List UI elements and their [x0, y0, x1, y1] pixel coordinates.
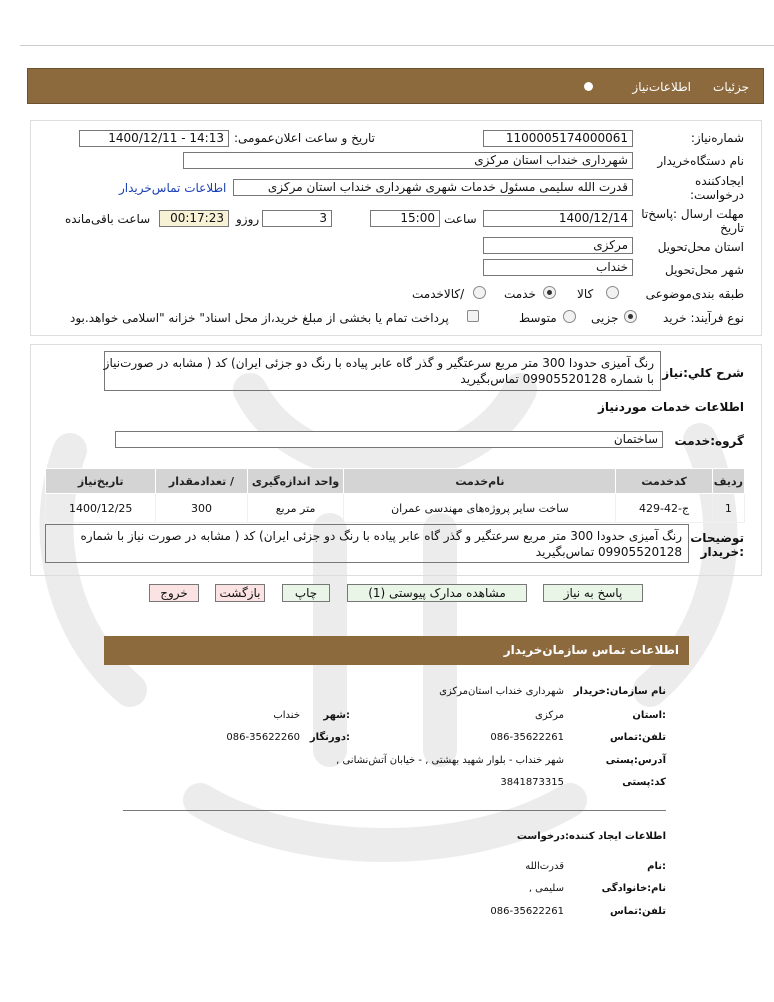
- province-label: استان محل‌تحویل: [657, 240, 744, 254]
- creator-info-title: اطلاعات ایجاد کننده:درخواست: [516, 831, 666, 842]
- fax-label: :دورنگار: [309, 732, 350, 743]
- attachments-button[interactable]: مشاهده مدارک پیوستی (1): [347, 584, 527, 602]
- summary-line-1: رنگ آمیزی حدودا 300 متر مربع سرعتگیر و گذر گاه عابر پیاده با رنگ دو جزئی ایران) کد ( مشابه در صورت‌نیاز: [103, 356, 654, 370]
- col-quantity: / تعدادمقدار: [156, 469, 247, 494]
- device-label: نام دستگاه‌خریدار: [657, 154, 744, 168]
- device-field: شهرداری خنداب استان مرکزی: [183, 152, 633, 169]
- category-goods-service-radio[interactable]: [473, 286, 486, 299]
- category-goods-radio[interactable]: [606, 286, 619, 299]
- phone-label: تلفن:تماس: [609, 732, 666, 743]
- services-title: اطلاعات خدمات موردنیاز: [597, 400, 744, 414]
- city-label: شهر محل‌تحویل: [665, 263, 744, 277]
- days-label: روزو: [236, 212, 260, 226]
- province-field: مرکزی: [483, 237, 633, 254]
- remaining-time-field: 00:17:23: [159, 210, 229, 227]
- postal-value: 3841873315: [500, 777, 564, 788]
- col-row: ردیف: [712, 469, 744, 494]
- cell-name: ساخت سایر پروژه‌های مهندسی عمران: [344, 494, 616, 523]
- col-date: تاریخ‌نیاز: [46, 469, 156, 494]
- creator-label-2: درخواست:: [690, 188, 744, 202]
- contact-section-header: [104, 636, 689, 665]
- contact-section-title: اطلاعات تماس سازمان‌خریدار: [503, 643, 679, 657]
- category-service-radio[interactable]: [543, 286, 556, 299]
- buyer-notes-line-1: رنگ آمیزی حدودا 300 متر مربع سرعتگیر و گذر گاه عابر پیاده با رنگ دو جزئی ایران) کد ( مشابه در صورت نیاز با شماره: [80, 529, 682, 543]
- deadline-time-field: 15:00: [370, 210, 440, 227]
- process-minor-radio[interactable]: [624, 310, 637, 323]
- tab-need-info[interactable]: اطلاعات‌نیاز: [632, 80, 691, 94]
- process-medium-radio[interactable]: [563, 310, 576, 323]
- deadline-label-1: مهلت ارسال :پاسخ‌تا: [641, 207, 744, 221]
- province-label-2: :استان: [632, 710, 666, 721]
- page-header: [27, 68, 764, 104]
- print-button[interactable]: چاپ: [282, 584, 330, 602]
- cell-quantity: 300: [156, 494, 247, 523]
- cell-unit: متر مربع: [247, 494, 344, 523]
- need-number-label: شماره‌نیاز:: [690, 131, 744, 145]
- active-dot-icon: [584, 82, 593, 91]
- org-value: شهرداری خنداب استان‌مرکزی: [439, 686, 564, 697]
- creator-family-label: نام:خانوادگی: [601, 883, 666, 894]
- col-unit: واحد اندازه‌گیری: [247, 469, 344, 494]
- summary-textbox: [104, 351, 661, 391]
- deadline-label-2: تاریخ: [720, 221, 744, 235]
- cell-code: ج-42-429: [616, 494, 712, 523]
- days-field: 3: [262, 210, 332, 227]
- city-label-2: :شهر: [323, 710, 350, 721]
- table-row: [46, 494, 745, 523]
- buyer-notes-textbox: [45, 524, 689, 563]
- org-label: نام سازمان:خریدار: [573, 686, 666, 697]
- col-name: نام‌خدمت: [344, 469, 616, 494]
- remaining-label: ساعت باقی‌مانده: [65, 212, 151, 226]
- buyer-notes-label-1: توضیحات: [690, 531, 744, 545]
- creator-name-value: قدرت‌الله: [525, 861, 564, 872]
- category-service-label: خدمت: [504, 287, 536, 301]
- time-label: ساعت: [444, 212, 477, 226]
- buyer-contact-link[interactable]: اطلاعات تماس‌خریدار: [119, 181, 227, 195]
- reply-button[interactable]: پاسخ به نیاز: [543, 584, 643, 602]
- buyer-notes-line-2: 09905520128 تماس‌بگیرید: [535, 545, 682, 559]
- category-goods-label: کالا: [577, 287, 594, 301]
- postal-label: کد:پستی: [622, 777, 666, 788]
- address-label: آدرس:پستی: [605, 755, 666, 766]
- treasury-payment-note: پرداخت تمام یا بخشی از مبلغ خرید،از محل اسناد" خزانه "اسلامی خواهد.بود: [70, 311, 449, 325]
- creator-label-1: ایجادکننده: [695, 174, 744, 188]
- creator-phone-label: تلفن:تماس: [609, 906, 666, 917]
- need-number-field: 1100005174000061: [483, 130, 633, 147]
- treasury-payment-checkbox[interactable]: [467, 310, 479, 322]
- deadline-date-field: 1400/12/14: [483, 210, 633, 227]
- creator-field: قدرت الله سلیمی مسئول خدمات شهری شهرداری خنداب استان مرکزی: [233, 179, 633, 196]
- creator-phone-value: 086-35622261: [490, 906, 564, 917]
- service-group-label: گروه:خدمت: [674, 434, 744, 448]
- summary-label: شرح کلي:نیاز: [662, 366, 744, 380]
- cell-row: 1: [712, 494, 744, 523]
- service-group-field: ساختمان: [115, 431, 663, 448]
- tab-details[interactable]: جزئیات: [713, 80, 749, 94]
- col-code: کدخدمت: [616, 469, 712, 494]
- cell-date: 1400/12/25: [46, 494, 156, 523]
- address-value: شهر خنداب - بلوار شهید بهشتی , - خیابان آتش‌نشانی ,: [336, 755, 564, 766]
- creator-family-value: سلیمی ,: [528, 883, 564, 894]
- city-field: خنداب: [483, 259, 633, 276]
- category-label: طبقه بندی‌موضوعی: [645, 287, 744, 301]
- creator-name-label: :نام: [647, 861, 666, 872]
- process-minor-label: جزیی: [591, 311, 619, 325]
- back-button[interactable]: بازگشت: [215, 584, 265, 602]
- buyer-notes-label-2: :خریدار: [700, 545, 744, 559]
- city-value-2: خنداب: [273, 710, 300, 721]
- process-medium-label: متوسط: [519, 311, 557, 325]
- phone-value: 086-35622261: [490, 732, 564, 743]
- category-goods-service-label: /کالاخدمت: [412, 287, 465, 301]
- top-divider: [20, 45, 774, 46]
- province-value-2: مرکزی: [535, 710, 564, 721]
- services-table: [45, 468, 745, 523]
- announce-label: تاریخ و ساعت اعلان‌عمومی:: [234, 131, 376, 145]
- exit-button[interactable]: خروج: [149, 584, 199, 602]
- fax-value: 086-35622260: [226, 732, 300, 743]
- announce-field: 1400/12/11 - 14:13: [79, 130, 229, 147]
- summary-line-2: با شماره 09905520128 تماس‌بگیرید: [460, 372, 654, 386]
- contact-divider: [123, 810, 666, 811]
- process-label: نوع فرآیند: خرید: [663, 311, 744, 325]
